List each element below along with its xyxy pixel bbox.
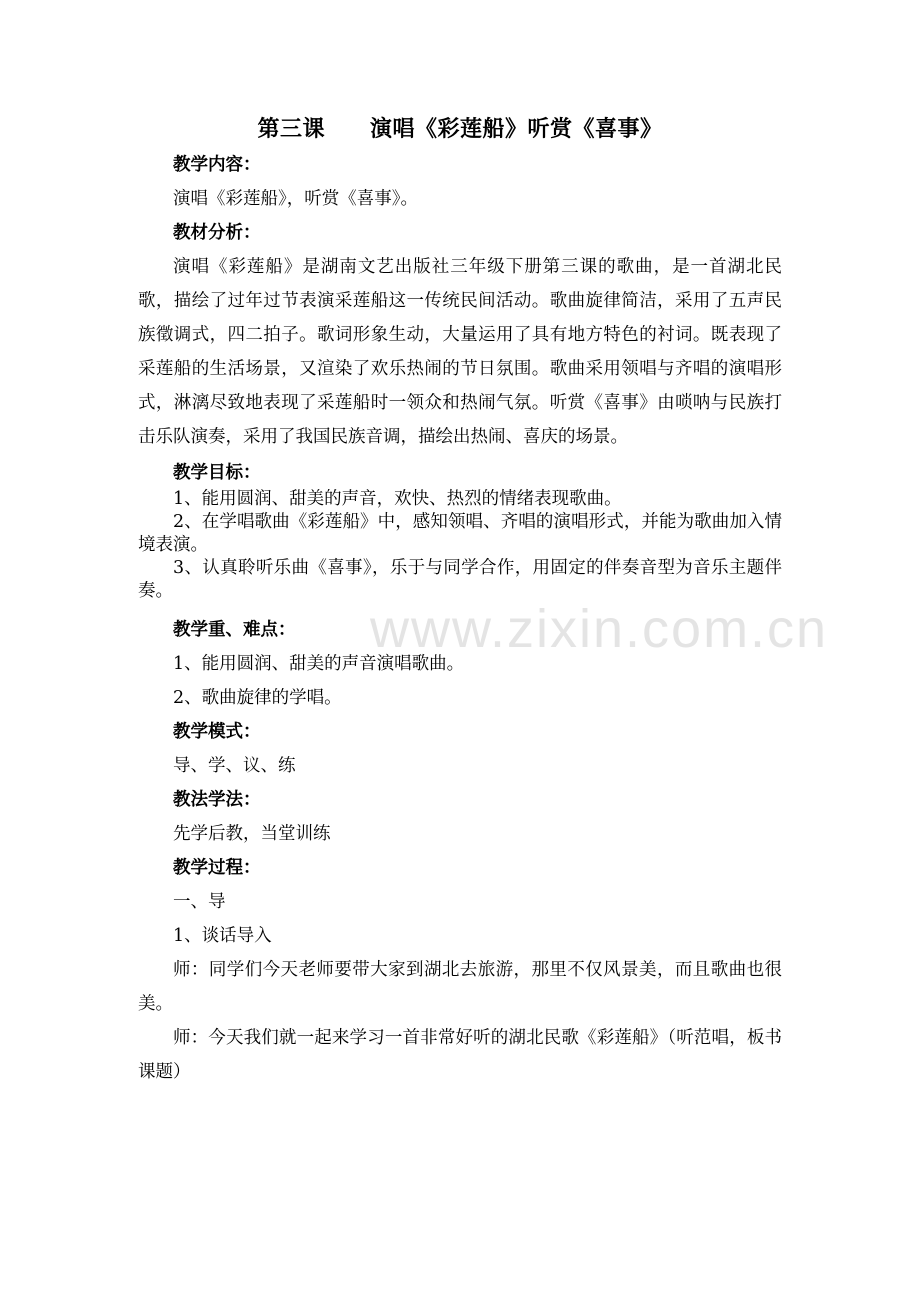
watermark: www.zixin.com.cn bbox=[370, 599, 829, 659]
paragraph-material-analysis: 演唱《彩莲船》是湖南文艺出版社三年级下册第三课的歌曲，是一首湖北民歌，描绘了过年过节表演采莲船这一传统民间活动。歌曲旋律简洁，采用了五声民族徵调式，四二拍子。歌词形象生动，大量运用了具有地方特色的衬词。既表现了采莲船的生活场景，又渲染了欢乐热闹的节日氛围。歌曲采用领唱与齐唱的演唱形式，淋漓尽致地表现了采莲船时一领众和热闹气氛。听赏《喜事》由唢呐与民族打击乐队演奏，采用了我国民族音调，描绘出热闹、喜庆的场景。 bbox=[138, 257, 782, 447]
paragraph-teaching-mode: 导、学、议、练 bbox=[173, 756, 296, 776]
teacher-line: 师：今天我们就一起来学习一首非常好听的湖北民歌《彩莲船》（听范唱，板书课题） bbox=[138, 1028, 782, 1082]
process-step: 一、导 bbox=[173, 892, 226, 912]
process-substep: 1、谈话导入 bbox=[173, 926, 272, 946]
goal-item: 3、认真聆听乐曲《喜事》，乐于与同学合作，用固定的伴奏音型为音乐主题伴奏。 bbox=[138, 558, 782, 601]
key-point-item: 2、歌曲旋律的学唱。 bbox=[173, 688, 342, 708]
goal-item: 1、能用圆润、甜美的声音，欢快、热烈的情绪表现歌曲。 bbox=[173, 489, 622, 509]
paragraph-teaching-method: 先学后教，当堂训练 bbox=[173, 824, 331, 844]
key-point-item: 1、能用圆润、甜美的声音演唱歌曲。 bbox=[173, 654, 465, 674]
heading-key-points: 教学重、难点： bbox=[173, 620, 296, 640]
paragraph-teaching-content: 演唱《彩莲船》，听赏《喜事》。 bbox=[173, 189, 418, 209]
heading-teaching-goals: 教学目标： bbox=[173, 463, 261, 483]
goal-item: 2、在学唱歌曲《彩莲船》中，感知领唱、齐唱的演唱形式，并能为歌曲加入情境表演。 bbox=[138, 512, 782, 555]
page-title: 第三课 演唱《彩莲船》听赏《喜事》 bbox=[257, 116, 663, 142]
heading-teaching-process: 教学过程： bbox=[173, 858, 261, 878]
document-body bbox=[138, 148, 782, 1089]
teacher-line: 师：同学们今天老师要带大家到湖北去旅游，那里不仅风景美，而且歌曲也很美。 bbox=[138, 960, 782, 1014]
heading-teaching-method: 教法学法： bbox=[173, 790, 261, 810]
heading-teaching-mode: 教学模式： bbox=[173, 722, 261, 742]
heading-teaching-content: 教学内容： bbox=[173, 155, 261, 175]
heading-material-analysis: 教材分析： bbox=[173, 223, 261, 243]
